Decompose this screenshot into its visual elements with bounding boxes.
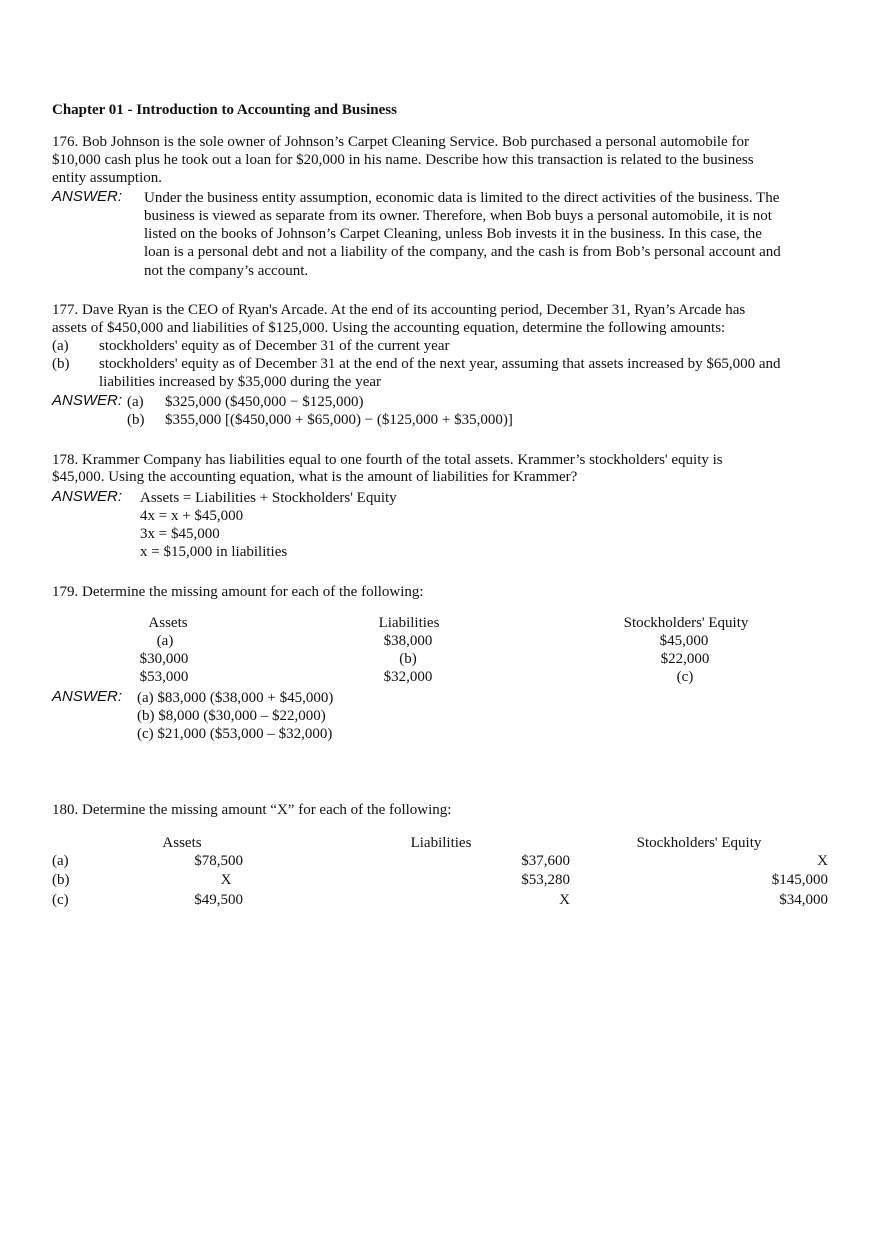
q179-answer-line: (b) $8,000 ($30,000 – $22,000) — [137, 708, 326, 724]
q180-cell: $53,280 — [521, 872, 570, 888]
q176-line: 176. Bob Johnson is the sole owner of Johnson’s Carpet Cleaning Service. Bob purchased a personal automobile for — [52, 134, 749, 150]
q178-line: 178. Krammer Company has liabilities equal to one fourth of the total assets. Krammer’s stockholders' equity is — [52, 452, 723, 468]
q179-answer-line: (a) $83,000 ($38,000 + $45,000) — [137, 690, 334, 706]
chapter-title: Chapter 01 - Introduction to Accounting and Business — [52, 102, 397, 118]
q176-line: entity assumption. — [52, 170, 162, 186]
q177-item-label: (b) — [52, 356, 70, 372]
q179-header: Liabilities — [378, 615, 440, 631]
q180-header: Stockholders' Equity — [636, 835, 762, 851]
q180-cell: $37,600 — [521, 853, 570, 869]
q178-answer-line: Assets = Liabilities + Stockholders' Equity — [140, 490, 397, 506]
q177-item-text: stockholders' equity as of December 31 at the end of the next year, assuming that assets increased by $65,000 and — [99, 356, 781, 372]
q176-answer-line: loan is a personal debt and not a liability of the company, and the cash is from Bob’s personal account and — [144, 244, 781, 260]
q176-answer-line: not the company’s account. — [144, 263, 309, 279]
q177-item-text: stockholders' equity as of December 31 of the current year — [99, 338, 450, 354]
answer-label: ANSWER: — [52, 688, 123, 705]
q176-line: $10,000 cash plus he took out a loan for $20,000 in his name. Describe how this transaction is related to the business — [52, 152, 754, 168]
q177-item-text: liabilities increased by $35,000 during the year — [99, 374, 382, 390]
q179-cell: $32,000 — [383, 669, 433, 685]
q178-answer-line: x = $15,000 in liabilities — [140, 544, 288, 560]
q177-line: assets of $450,000 and liabilities of $125,000. Using the accounting equation, determine the following amounts: — [52, 320, 726, 336]
q180-cell: $49,500 — [194, 892, 243, 908]
q179-cell: $30,000 — [139, 651, 189, 667]
q177-answer-label: (a) — [127, 394, 144, 410]
q180-prompt: 180. Determine the missing amount “X” for each of the following: — [52, 802, 452, 818]
q180-row-label: (c) — [52, 892, 69, 908]
answer-label: ANSWER: — [52, 488, 123, 505]
q176-answer-line: business is viewed as separate from its owner. Therefore, when Bob buys a personal automobile, it is not — [144, 208, 772, 224]
q179-cell: $22,000 — [660, 651, 710, 667]
q179-cell: (b) — [399, 651, 417, 667]
q179-cell: $38,000 — [383, 633, 433, 649]
q180-row-label: (a) — [52, 853, 69, 869]
answer-label: ANSWER: — [52, 188, 123, 205]
q179-cell: (c) — [676, 669, 694, 685]
q180-cell: X — [220, 872, 232, 888]
q179-header: Assets — [148, 615, 188, 631]
q180-header: Assets — [162, 835, 202, 851]
q179-cell: (a) — [156, 633, 174, 649]
q180-row-label: (b) — [52, 872, 70, 888]
q179-cell: $53,000 — [139, 669, 189, 685]
q178-line: $45,000. Using the accounting equation, what is the amount of liabilities for Krammer? — [52, 469, 578, 485]
answer-label: ANSWER: — [52, 392, 123, 409]
q178-answer-line: 3x = $45,000 — [140, 526, 220, 542]
q177-item-label: (a) — [52, 338, 69, 354]
q180-cell: $145,000 — [771, 872, 828, 888]
q180-cell: $78,500 — [194, 853, 243, 869]
q177-answer-label: (b) — [127, 412, 145, 428]
q179-cell: $45,000 — [659, 633, 709, 649]
q176-answer-line: listed on the books of Johnson’s Carpet Cleaning, unless Bob invests it in the business. In this case, the — [144, 226, 762, 242]
q178-answer-line: 4x = x + $45,000 — [140, 508, 244, 524]
q179-prompt: 179. Determine the missing amount for each of the following: — [52, 584, 424, 600]
q177-line: 177. Dave Ryan is the CEO of Ryan's Arcade. At the end of its accounting period, December 31, Ryan’s Arcade has — [52, 302, 746, 318]
q177-answer-text: $325,000 ($450,000 − $125,000) — [165, 394, 364, 410]
q177-answer-text: $355,000 [($450,000 + $65,000) − ($125,000 + $35,000)] — [165, 412, 513, 428]
q180-header: Liabilities — [410, 835, 472, 851]
q179-answer-line: (c) $21,000 ($53,000 – $32,000) — [137, 726, 333, 742]
q180-cell: X — [817, 853, 828, 869]
q179-header: Stockholders' Equity — [623, 615, 749, 631]
q180-cell: $34,000 — [779, 892, 828, 908]
q180-cell: X — [559, 892, 570, 908]
q176-answer-line: Under the business entity assumption, economic data is limited to the direct activities of the business. The — [144, 190, 780, 206]
